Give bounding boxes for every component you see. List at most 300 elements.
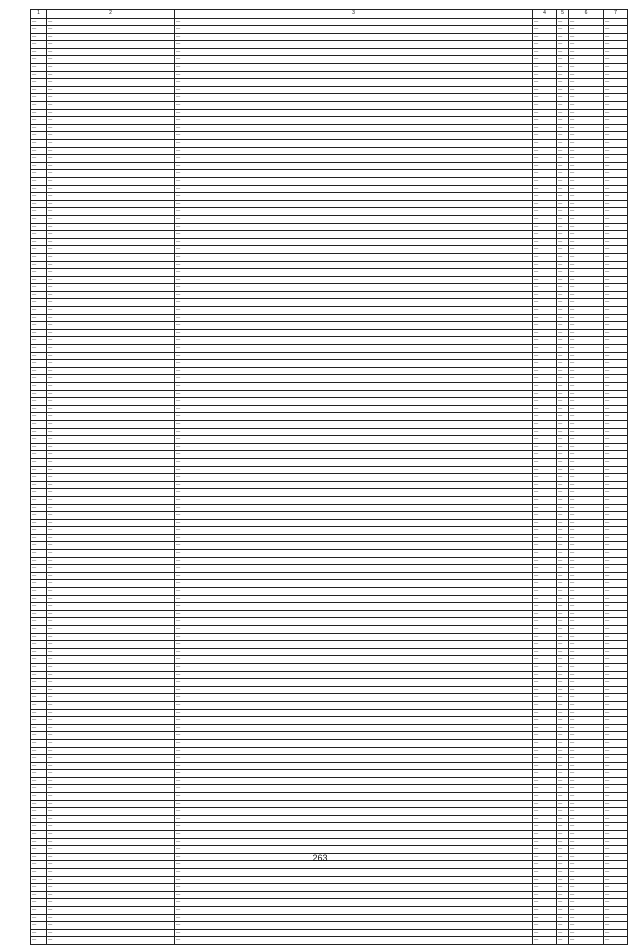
table-cell-year: — [533,140,557,148]
table-cell-address: — [47,307,175,315]
table-cell-period: — [569,337,604,345]
table-cell-period: — [569,641,604,649]
table-cell-work: — [175,124,533,132]
table-cell-c5: — [557,261,569,269]
table-cell-address: — [47,398,175,406]
table-cell-year: — [533,360,557,368]
table-cell-n: — [31,595,47,603]
table-cell-c7: — [604,891,628,899]
table-cell-c5: — [557,458,569,466]
table-cell-period: — [569,246,604,254]
table-row [31,876,628,884]
table-cell-work: — [175,428,533,436]
table-cell-c7: — [604,534,628,542]
table-cell-year: — [533,18,557,26]
table-cell-n: — [31,610,47,618]
table-row [31,33,628,41]
column-number-row [31,10,628,19]
table-row [31,496,628,504]
table-cell-work: — [175,633,533,641]
table-cell-c7: — [604,405,628,413]
table-row [31,458,628,466]
table-cell-address: — [47,299,175,307]
table-row [31,329,628,337]
table-cell-address: — [47,679,175,687]
table-cell-c5: — [557,815,569,823]
table-cell-period: — [569,496,604,504]
table-cell-c7: — [604,177,628,185]
table-cell-work: — [175,641,533,649]
table-cell-c7: — [604,785,628,793]
table-cell-work: — [175,314,533,322]
table-cell-n: — [31,466,47,474]
table-cell-c5: — [557,352,569,360]
table-cell-work: — [175,261,533,269]
table-row [31,929,628,937]
table-cell-period: — [569,550,604,558]
table-cell-work: — [175,246,533,254]
table-cell-c5: — [557,48,569,56]
table-row [31,701,628,709]
table-cell-work: — [175,215,533,223]
table-cell-period: — [569,307,604,315]
table-cell-n: — [31,823,47,831]
table-cell-work: — [175,360,533,368]
table-row [31,588,628,596]
table-cell-year: — [533,162,557,170]
table-cell-address: — [47,496,175,504]
table-cell-n: — [31,33,47,41]
table-cell-n: — [31,891,47,899]
table-row [31,451,628,459]
table-cell-address: — [47,284,175,292]
table-cell-address: — [47,527,175,535]
table-cell-work: — [175,375,533,383]
table-cell-c7: — [604,489,628,497]
table-cell-work: — [175,291,533,299]
table-cell-period: — [569,785,604,793]
table-row [31,193,628,201]
table-cell-year: — [533,572,557,580]
table-cell-address: — [47,831,175,839]
table-cell-c5: — [557,724,569,732]
table-cell-period: — [569,253,604,261]
table-cell-c5: — [557,557,569,565]
table-row [31,291,628,299]
table-cell-address: — [47,140,175,148]
table-cell-year: — [533,155,557,163]
table-cell-n: — [31,443,47,451]
table-cell-address: — [47,109,175,117]
table-cell-c5: — [557,413,569,421]
table-cell-c5: — [557,200,569,208]
table-cell-address: — [47,18,175,26]
table-cell-c5: — [557,276,569,284]
table-row [31,663,628,671]
table-cell-address: — [47,261,175,269]
table-cell-c5: — [557,360,569,368]
table-cell-n: — [31,56,47,64]
table-cell-address: — [47,876,175,884]
table-cell-address: — [47,656,175,664]
table-cell-n: — [31,914,47,922]
table-cell-work: — [175,162,533,170]
table-cell-year: — [533,755,557,763]
table-cell-year: — [533,527,557,535]
table-cell-address: — [47,413,175,421]
table-cell-c5: — [557,390,569,398]
table-cell-period: — [569,299,604,307]
table-cell-c7: — [604,572,628,580]
table-cell-c7: — [604,329,628,337]
table-cell-n: — [31,777,47,785]
table-cell-work: — [175,679,533,687]
table-cell-address: — [47,686,175,694]
table-row [31,390,628,398]
table-cell-period: — [569,314,604,322]
table-cell-work: — [175,808,533,816]
table-cell-n: — [31,185,47,193]
table-cell-n: — [31,648,47,656]
table-row [31,420,628,428]
table-cell-year: — [533,185,557,193]
table-cell-year: — [533,102,557,110]
table-cell-work: — [175,269,533,277]
table-cell-n: — [31,109,47,117]
table-cell-work: — [175,922,533,930]
table-cell-n: — [31,390,47,398]
table-cell-n: — [31,808,47,816]
table-cell-address: — [47,246,175,254]
table-cell-period: — [569,838,604,846]
table-cell-c5: — [557,481,569,489]
table-cell-n: — [31,679,47,687]
table-cell-n: — [31,231,47,239]
table-cell-c5: — [557,474,569,482]
table-cell-year: — [533,390,557,398]
table-cell-c7: — [604,71,628,79]
table-cell-c5: — [557,185,569,193]
table-cell-address: — [47,147,175,155]
table-cell-period: — [569,177,604,185]
table-row [31,724,628,732]
table-cell-c5: — [557,132,569,140]
table-row [31,641,628,649]
table-cell-c7: — [604,291,628,299]
table-cell-n: — [31,512,47,520]
table-cell-year: — [533,785,557,793]
table-cell-c7: — [604,413,628,421]
table-cell-c5: — [557,117,569,125]
table-cell-address: — [47,588,175,596]
table-cell-n: — [31,307,47,315]
table-cell-n: — [31,557,47,565]
table-cell-work: — [175,534,533,542]
column-header: 5 [557,10,569,19]
table-cell-work: — [175,299,533,307]
table-cell-period: — [569,155,604,163]
table-row [31,345,628,353]
table-cell-year: — [533,815,557,823]
table-cell-work: — [175,322,533,330]
table-cell-year: — [533,193,557,201]
table-cell-n: — [31,200,47,208]
table-cell-address: — [47,170,175,178]
table-cell-year: — [533,899,557,907]
table-cell-work: — [175,831,533,839]
table-row [31,808,628,816]
table-cell-n: — [31,701,47,709]
table-cell-n: — [31,208,47,216]
table-cell-n: — [31,64,47,72]
table-cell-c7: — [604,656,628,664]
table-row [31,261,628,269]
table-cell-year: — [533,793,557,801]
table-row [31,580,628,588]
table-cell-c5: — [557,914,569,922]
table-cell-year: — [533,367,557,375]
table-cell-c7: — [604,777,628,785]
table-row [31,937,628,945]
table-cell-c5: — [557,679,569,687]
table-cell-n: — [31,375,47,383]
table-cell-year: — [533,383,557,391]
table-cell-c5: — [557,762,569,770]
table-cell-c7: — [604,542,628,550]
table-row [31,26,628,34]
table-cell-n: — [31,322,47,330]
table-cell-year: — [533,299,557,307]
table-cell-address: — [47,177,175,185]
table-cell-address: — [47,86,175,94]
table-cell-year: — [533,633,557,641]
table-cell-c5: — [557,102,569,110]
table-cell-address: — [47,906,175,914]
table-cell-c5: — [557,861,569,869]
table-cell-n: — [31,656,47,664]
table-cell-work: — [175,884,533,892]
table-cell-work: — [175,26,533,34]
table-cell-c5: — [557,155,569,163]
table-cell-c7: — [604,550,628,558]
table-cell-n: — [31,436,47,444]
table-cell-c5: — [557,610,569,618]
table-cell-c7: — [604,496,628,504]
table-cell-period: — [569,375,604,383]
table-cell-work: — [175,793,533,801]
table-cell-n: — [31,155,47,163]
table-cell-address: — [47,474,175,482]
table-row [31,922,628,930]
table-cell-year: — [533,846,557,854]
table-cell-address: — [47,314,175,322]
table-cell-period: — [569,284,604,292]
table-cell-period: — [569,762,604,770]
table-cell-c5: — [557,504,569,512]
table-cell-c5: — [557,329,569,337]
table-cell-year: — [533,565,557,573]
table-cell-period: — [569,360,604,368]
table-row [31,838,628,846]
table-cell-address: — [47,375,175,383]
table-cell-n: — [31,474,47,482]
table-cell-n: — [31,86,47,94]
table-cell-work: — [175,496,533,504]
table-cell-address: — [47,155,175,163]
table-cell-year: — [533,739,557,747]
table-cell-address: — [47,580,175,588]
table-cell-period: — [569,200,604,208]
table-cell-year: — [533,747,557,755]
table-cell-period: — [569,231,604,239]
table-cell-work: — [175,914,533,922]
table-cell-n: — [31,162,47,170]
table-cell-address: — [47,512,175,520]
table-cell-c5: — [557,717,569,725]
table-row [31,557,628,565]
table-cell-c5: — [557,929,569,937]
table-cell-work: — [175,899,533,907]
table-cell-year: — [533,132,557,140]
table-cell-period: — [569,656,604,664]
table-row [31,56,628,64]
table-cell-n: — [31,663,47,671]
table-cell-period: — [569,132,604,140]
table-cell-year: — [533,838,557,846]
table-cell-n: — [31,193,47,201]
table-cell-year: — [533,451,557,459]
table-cell-c7: — [604,747,628,755]
table-cell-c5: — [557,572,569,580]
table-cell-address: — [47,345,175,353]
table-cell-address: — [47,253,175,261]
table-cell-address: — [47,929,175,937]
table-cell-year: — [533,504,557,512]
table-cell-c7: — [604,322,628,330]
table-row [31,155,628,163]
table-row [31,246,628,254]
table-cell-work: — [175,861,533,869]
table-cell-work: — [175,542,533,550]
table-cell-address: — [47,557,175,565]
table-cell-year: — [533,808,557,816]
table-cell-c7: — [604,626,628,634]
table-cell-c7: — [604,732,628,740]
table-row [31,102,628,110]
table-cell-n: — [31,291,47,299]
table-cell-work: — [175,663,533,671]
table-cell-work: — [175,147,533,155]
table-cell-address: — [47,755,175,763]
table-row [31,48,628,56]
table-cell-period: — [569,580,604,588]
table-cell-period: — [569,595,604,603]
table-cell-year: — [533,71,557,79]
table-cell-year: — [533,557,557,565]
table-cell-n: — [31,876,47,884]
table-row [31,253,628,261]
table-row [31,694,628,702]
table-cell-c7: — [604,709,628,717]
table-cell-n: — [31,299,47,307]
table-cell-period: — [569,185,604,193]
table-cell-c7: — [604,345,628,353]
table-cell-work: — [175,595,533,603]
table-row [31,94,628,102]
table-cell-c7: — [604,869,628,877]
table-cell-address: — [47,383,175,391]
table-cell-period: — [569,140,604,148]
table-cell-year: — [533,542,557,550]
table-row [31,86,628,94]
table-cell-n: — [31,838,47,846]
table-cell-address: — [47,33,175,41]
table-cell-year: — [533,656,557,664]
table-cell-c7: — [604,831,628,839]
table-cell-work: — [175,755,533,763]
table-cell-c7: — [604,443,628,451]
table-row [31,785,628,793]
table-cell-period: — [569,458,604,466]
table-row [31,322,628,330]
table-cell-n: — [31,762,47,770]
table-row [31,215,628,223]
table-cell-address: — [47,215,175,223]
table-cell-n: — [31,481,47,489]
table-cell-period: — [569,56,604,64]
table-row [31,124,628,132]
table-cell-address: — [47,626,175,634]
table-cell-period: — [569,906,604,914]
table-cell-address: — [47,846,175,854]
table-cell-address: — [47,200,175,208]
table-cell-c5: — [557,307,569,315]
table-cell-address: — [47,732,175,740]
table-cell-c5: — [557,269,569,277]
table-cell-c5: — [557,519,569,527]
table-cell-c7: — [604,648,628,656]
table-row [31,777,628,785]
table-cell-period: — [569,648,604,656]
table-row [31,603,628,611]
table-cell-c7: — [604,56,628,64]
table-cell-c5: — [557,208,569,216]
table-cell-period: — [569,261,604,269]
table-cell-period: — [569,269,604,277]
table-cell-period: — [569,162,604,170]
table-cell-period: — [569,109,604,117]
table-row [31,739,628,747]
table-cell-year: — [533,436,557,444]
table-cell-work: — [175,466,533,474]
table-cell-c5: — [557,876,569,884]
table-row [31,595,628,603]
table-cell-n: — [31,846,47,854]
table-cell-c5: — [557,800,569,808]
table-cell-c5: — [557,838,569,846]
table-cell-work: — [175,906,533,914]
table-cell-work: — [175,238,533,246]
table-row [31,367,628,375]
table-cell-address: — [47,785,175,793]
table-cell-n: — [31,572,47,580]
table-cell-n: — [31,41,47,49]
table-cell-year: — [533,443,557,451]
table-cell-year: — [533,428,557,436]
table-cell-n: — [31,132,47,140]
table-cell-work: — [175,527,533,535]
table-cell-period: — [569,861,604,869]
